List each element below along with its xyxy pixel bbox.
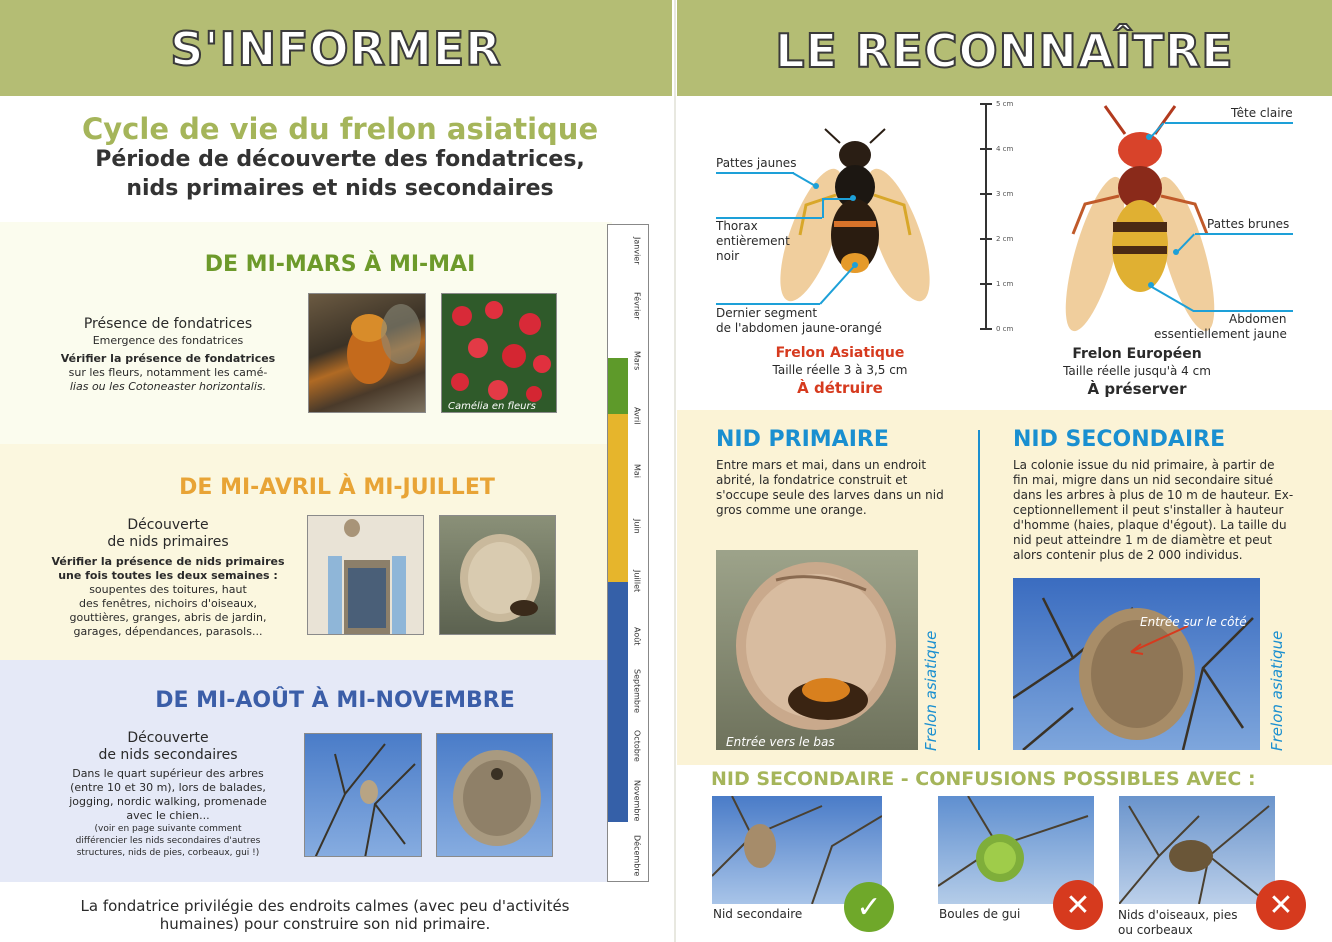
photo-confusion-bird-nest bbox=[1119, 796, 1275, 904]
section-2-body-3: gouttières, granges, abris de jardin, bbox=[69, 611, 267, 624]
photo-nid-secondaire-caption: Entrée sur le côté bbox=[1140, 615, 1247, 629]
month-label: Juin bbox=[632, 518, 642, 534]
section-3-body-1: Dans le quart supérieur des arbres bbox=[72, 767, 264, 780]
confusion-label-2: Boules de gui bbox=[939, 907, 1021, 921]
european-legs-line bbox=[1195, 233, 1293, 235]
month-label: Novembre bbox=[632, 780, 642, 822]
section-2-bold-2: une fois toutes les deux semaines : bbox=[58, 569, 278, 582]
nid-secondaire-text-5: d'homme (haies, plaque d'égout). La taille du bbox=[1013, 518, 1287, 532]
asian-label-thorax-2: entièrement bbox=[716, 234, 790, 248]
timeline-blue bbox=[608, 582, 628, 822]
photo-camelia-caption: Camélia en fleurs bbox=[448, 401, 536, 412]
nid-secondaire-text-2: fin mai, migre dans un nid secondaire situé bbox=[1013, 473, 1274, 487]
section-1-body-2: lias ou les Cotoneaster horizontalis. bbox=[69, 380, 267, 393]
section-1-body-1: sur les fleurs, notamment les camé- bbox=[68, 366, 268, 379]
asian-hornet-illustration bbox=[780, 125, 930, 315]
nid-secondaire-text-7: alors contenir plus de 2 000 individus. bbox=[1013, 548, 1243, 562]
month-label: Août bbox=[632, 626, 642, 646]
nid-primaire-side-label: Frelon asiatique bbox=[922, 630, 940, 751]
ruler-tick bbox=[980, 193, 992, 195]
photo-camelia bbox=[441, 293, 557, 413]
asian-thorax-line-2 bbox=[822, 198, 824, 218]
section-2-heading: DE MI-AVRIL À MI-JUILLET bbox=[179, 475, 495, 500]
nid-secondaire-text-6: nid peut atteindre 1 m de diamètre et peut bbox=[1013, 533, 1272, 547]
european-abdomen-line bbox=[1193, 310, 1293, 312]
right-header-title: LE RECONNAÎTRE bbox=[775, 24, 1234, 78]
european-label-abdomen-2: essentiellement jaune bbox=[1154, 327, 1287, 341]
confusion-label-1: Nid secondaire bbox=[713, 907, 803, 921]
ruler-tick bbox=[980, 238, 992, 240]
section-3-heading: DE MI-AOÛT À MI-NOVEMBRE bbox=[155, 688, 515, 713]
asian-label-legs: Pattes jaunes bbox=[716, 156, 797, 170]
ruler-tick bbox=[980, 328, 992, 330]
photo-window-nest bbox=[307, 515, 424, 635]
european-head-line bbox=[1165, 122, 1293, 124]
ruler-tick bbox=[980, 103, 992, 105]
nid-primaire-text-1: Entre mars et mai, dans un endroit bbox=[716, 458, 927, 472]
section-3-note-3: structures, nids de pies, corbeaux, gui !) bbox=[76, 848, 260, 858]
european-label-head: Tête claire bbox=[1231, 106, 1293, 120]
timeline-months bbox=[627, 224, 649, 882]
ruler-label: 1 cm bbox=[996, 280, 1014, 288]
nid-primaire-text-3: s'occupe seule des larves dans un nid bbox=[716, 488, 944, 502]
month-label: Septembre bbox=[632, 668, 642, 714]
asian-thorax-line-3 bbox=[822, 198, 852, 200]
section-1-sub: Emergence des fondatrices bbox=[92, 334, 244, 347]
section-3-note-2: différencier les nids secondaires d'autres bbox=[75, 836, 261, 846]
cycle-title: Cycle de vie du frelon asiatique bbox=[82, 112, 599, 146]
asian-label-segment-2: de l'abdomen jaune-orangé bbox=[716, 321, 882, 335]
asian-label-thorax-1: Thorax bbox=[716, 219, 758, 233]
cycle-subtitle-1: Période de découverte des fondatrices, bbox=[95, 147, 585, 172]
asian-size: Taille réelle 3 à 3,5 cm bbox=[772, 363, 908, 377]
ruler-axis bbox=[985, 103, 987, 329]
section-3-body-3: jogging, nordic walking, promenade bbox=[69, 795, 267, 808]
timeline-green-2 bbox=[608, 358, 618, 414]
ruler-label: 3 cm bbox=[996, 190, 1014, 198]
confusions-title: NID SECONDAIRE - CONFUSIONS POSSIBLES AVEC : bbox=[711, 768, 1256, 790]
nid-primaire-text-2: abrité, la fondatrice construit et bbox=[716, 473, 908, 487]
month-label: Mars bbox=[632, 351, 642, 371]
confusion-label-3b: ou corbeaux bbox=[1118, 923, 1193, 937]
asian-segment-dot bbox=[852, 262, 858, 268]
european-hornet-illustration bbox=[1065, 104, 1215, 334]
section-3-title-1: Découverte bbox=[127, 730, 209, 746]
european-abdomen-dot bbox=[1148, 282, 1154, 288]
cross-icon: ✕ bbox=[1256, 880, 1306, 930]
nid-secondaire-side-label: Frelon asiatique bbox=[1268, 630, 1286, 751]
european-legs-dot bbox=[1173, 249, 1179, 255]
section-2-title-2: de nids primaires bbox=[107, 534, 229, 550]
section-2-title-1: Découverte bbox=[127, 517, 209, 533]
photo-tree-nest bbox=[304, 733, 422, 857]
month-label: Octobre bbox=[632, 730, 642, 762]
asian-action: À détruire bbox=[797, 379, 883, 397]
section-1-title: Présence de fondatrices bbox=[83, 316, 253, 332]
photo-fondatrice bbox=[308, 293, 426, 413]
european-action: À préserver bbox=[1087, 380, 1187, 398]
european-head-dot bbox=[1146, 134, 1152, 140]
asian-leg-dot bbox=[813, 183, 819, 189]
ruler-label: 0 cm bbox=[996, 325, 1014, 333]
asian-thorax-line bbox=[716, 217, 822, 219]
photo-primary-nest bbox=[439, 515, 556, 635]
nid-secondaire-text-3: dans les arbres à plus de 10 m de hauteur. Ex- bbox=[1013, 488, 1294, 502]
european-label-legs: Pattes brunes bbox=[1207, 217, 1290, 231]
ruler-tick bbox=[980, 283, 992, 285]
asian-segment-line bbox=[716, 303, 820, 305]
nid-secondaire-text-4: ceptionnellement il peut s'installer à hauteur bbox=[1013, 503, 1284, 517]
nid-secondaire-title: NID SECONDAIRE bbox=[1013, 427, 1226, 452]
section-2-body-1: soupentes des toitures, haut bbox=[89, 583, 247, 596]
size-ruler bbox=[980, 100, 1020, 333]
ruler-label: 4 cm bbox=[996, 145, 1014, 153]
left-header-title: S'INFORMER bbox=[170, 22, 502, 76]
month-label: Décembre bbox=[632, 834, 642, 877]
left-footer-2: humaines) pour construire son nid primaire. bbox=[159, 915, 491, 933]
check-icon: ✓ bbox=[844, 882, 894, 932]
ruler-label: 5 cm bbox=[996, 100, 1014, 108]
section-3-body-4: avec le chien... bbox=[126, 809, 210, 822]
month-label: Mai bbox=[632, 463, 642, 479]
ruler-tick bbox=[980, 148, 992, 150]
asian-thorax-dot bbox=[850, 195, 856, 201]
european-name: Frelon Européen bbox=[1072, 346, 1202, 362]
european-label-abdomen-1: Abdomen bbox=[1229, 312, 1287, 326]
photo-nid-secondaire bbox=[1013, 578, 1260, 750]
month-label: Avril bbox=[632, 407, 642, 425]
confusion-label-3: Nids d'oiseaux, pies bbox=[1118, 908, 1238, 922]
nid-separator bbox=[978, 430, 980, 750]
cross-icon: ✕ bbox=[1053, 880, 1103, 930]
section-2-body-2: des fenêtres, nichoirs d'oiseaux, bbox=[78, 597, 258, 610]
ruler-label: 2 cm bbox=[996, 235, 1014, 243]
month-label: Février bbox=[632, 292, 642, 320]
page-divider bbox=[674, 0, 676, 942]
month-label: Juillet bbox=[632, 569, 642, 593]
section-3-body-2: (entre 10 et 30 m), lors de balades, bbox=[70, 781, 266, 794]
asian-label-segment-1: Dernier segment bbox=[716, 306, 818, 320]
photo-nid-primaire bbox=[716, 550, 918, 750]
european-size: Taille réelle jusqu'à 4 cm bbox=[1063, 364, 1211, 378]
section-2-bold-1: Vérifier la présence de nids primaires bbox=[51, 555, 285, 568]
asian-leg-line bbox=[716, 172, 794, 174]
section-1-heading: DE MI-MARS À MI-MAI bbox=[204, 252, 476, 277]
section-2-body-4: garages, dépendances, parasols... bbox=[73, 625, 263, 638]
nid-primaire-title: NID PRIMAIRE bbox=[716, 427, 889, 452]
section-3-title-2: de nids secondaires bbox=[98, 747, 238, 763]
asian-label-thorax-3: noir bbox=[716, 249, 740, 263]
photo-secondary-nest-close bbox=[436, 733, 553, 857]
photo-nid-primaire-caption: Entrée vers le bas bbox=[726, 735, 835, 749]
nid-primaire-text-4: gros comme une orange. bbox=[716, 503, 867, 517]
nid-secondaire-text-1: La colonie issue du nid primaire, à partir de bbox=[1013, 458, 1275, 472]
timeline-yellow bbox=[608, 414, 628, 582]
section-1-bold: Vérifier la présence de fondatrices bbox=[60, 352, 276, 365]
section-3-note-1: (voir en page suivante comment bbox=[94, 824, 242, 834]
cycle-subtitle-2: nids primaires et nids secondaires bbox=[126, 176, 554, 201]
month-label: Janvier bbox=[632, 237, 642, 265]
left-footer-1: La fondatrice privilégie des endroits calmes (avec peu d'activités bbox=[80, 897, 570, 915]
asian-name: Frelon Asiatique bbox=[775, 345, 905, 361]
